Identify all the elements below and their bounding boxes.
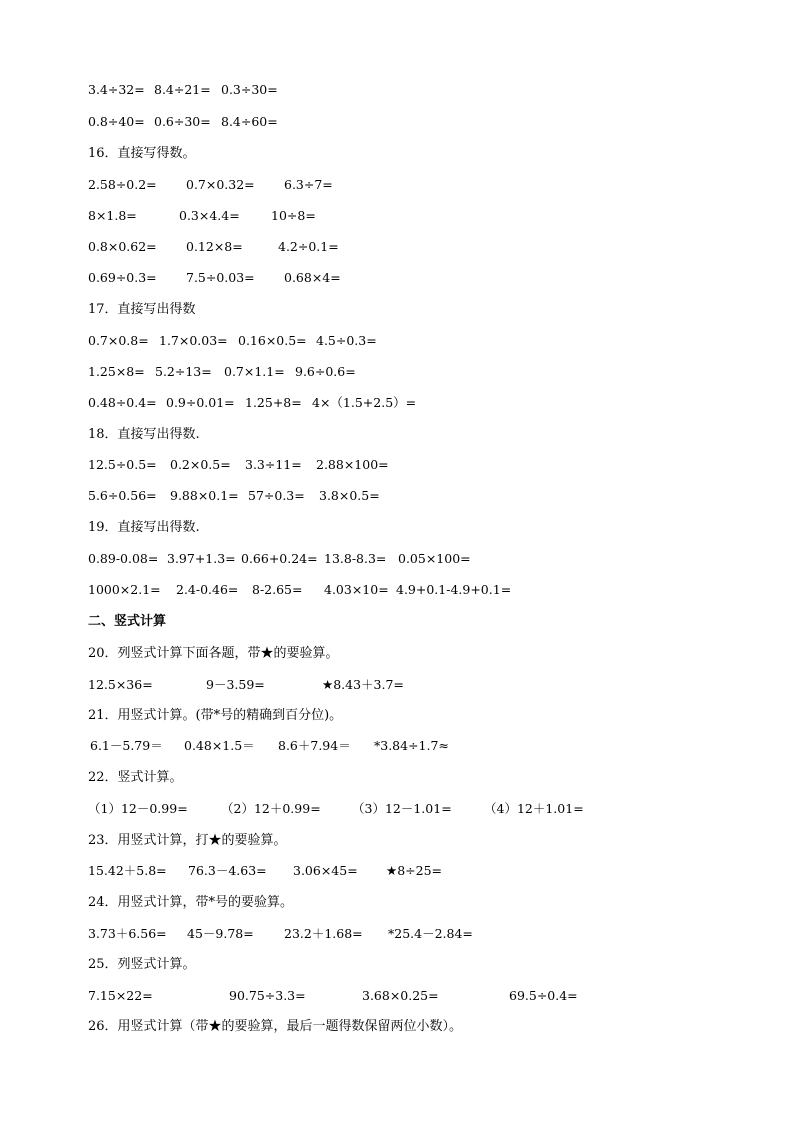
expression: 0.69÷0.3= — [88, 270, 157, 285]
expression: 10÷8= — [271, 208, 316, 223]
expression: 9－3.59= — [206, 677, 265, 692]
expression: 8×1.8= — [88, 208, 137, 223]
question-heading: 23．用竖式计算，打★的要验算。 — [88, 833, 287, 848]
expression: 5.2÷13= — [155, 364, 212, 379]
expression: 23.2＋1.68= — [284, 926, 363, 941]
expression: 3.97+1.3= — [167, 551, 236, 566]
expression: 4.2÷0.1= — [278, 239, 339, 254]
expression: 3.4÷32= — [88, 82, 145, 97]
expression: 4.9+0.1-4.9+0.1= — [396, 582, 512, 597]
question-heading: 24．用竖式计算，带*号的要验算。 — [88, 895, 294, 910]
expression: （2）12＋0.99= — [221, 801, 321, 816]
expression: 0.05×100= — [398, 551, 471, 566]
expression: 69.5÷0.4= — [509, 988, 578, 1003]
question-heading: 16．直接写得数。 — [88, 146, 196, 161]
expression: 8.6＋7.94＝ — [278, 738, 351, 753]
expression: *25.4－2.84= — [388, 926, 473, 941]
expression: 12.5×36= — [88, 677, 153, 692]
expression: 4×（1.5+2.5）= — [312, 395, 417, 410]
expression: 7.5÷0.03= — [186, 270, 255, 285]
expression: 0.89-0.08= — [88, 551, 159, 566]
expression: 0.7×0.8= — [88, 333, 149, 348]
expression: 3.06×45= — [293, 863, 358, 878]
expression: 0.9÷0.01= — [166, 395, 235, 410]
expression: 8.4÷60= — [221, 114, 278, 129]
question-heading: 21．用竖式计算。(带*号的精确到百分位)。 — [88, 708, 343, 723]
expression: 0.6÷30= — [154, 114, 211, 129]
expression: （3）12－1.01= — [352, 801, 452, 816]
expression: ★8÷25= — [386, 863, 443, 878]
expression: 6.3÷7= — [284, 177, 333, 192]
expression: 90.75÷3.3= — [229, 988, 306, 1003]
expression: 9.6÷0.6= — [295, 364, 356, 379]
expression: 0.3×4.4= — [179, 208, 240, 223]
question-heading: 26．用竖式计算（带★的要验算，最后一题得数保留两位小数）。 — [88, 1019, 463, 1034]
expression: （4）12＋1.01= — [484, 801, 584, 816]
expression: 4.5÷0.3= — [316, 333, 377, 348]
question-heading: 17．直接写出得数 — [88, 302, 196, 317]
expression: 15.42＋5.8= — [88, 863, 167, 878]
expression: 1.25+8= — [245, 395, 302, 410]
expression: 0.2×0.5= — [170, 457, 231, 472]
expression: 0.7×1.1= — [224, 364, 285, 379]
expression: 8-2.65= — [252, 582, 303, 597]
expression: 0.8÷40= — [88, 114, 145, 129]
expression: 12.5÷0.5= — [88, 457, 157, 472]
expression: 1000×2.1= — [88, 582, 161, 597]
question-heading: 22．竖式计算。 — [88, 770, 183, 785]
question-heading: 18．直接写出得数. — [88, 427, 200, 442]
expression: 7.15×22= — [88, 988, 153, 1003]
expression: 5.6÷0.56= — [88, 488, 157, 503]
expression: 0.8×0.62= — [88, 239, 157, 254]
expression: 0.7×0.32= — [186, 177, 255, 192]
expression: 0.48÷0.4= — [88, 395, 157, 410]
expression: 3.73＋6.56= — [88, 926, 167, 941]
expression: （1）12－0.99= — [88, 801, 188, 816]
expression: 2.58÷0.2= — [88, 177, 157, 192]
expression: 0.3÷30= — [221, 82, 278, 97]
expression: 0.66+0.24= — [241, 551, 318, 566]
expression: 3.68×0.25= — [362, 988, 439, 1003]
question-heading: 19．直接写出得数. — [88, 520, 200, 535]
expression: ★8.43＋3.7= — [322, 677, 404, 692]
question-heading: 20．列竖式计算下面各题，带★的要验算。 — [88, 646, 339, 661]
expression: 45－9.78= — [187, 926, 254, 941]
expression: 2.88×100= — [316, 457, 389, 472]
expression: 0.12×8= — [186, 239, 243, 254]
section-title: 二、竖式计算 — [88, 614, 167, 629]
expression: 57÷0.3= — [248, 488, 305, 503]
expression: 2.4-0.46= — [176, 582, 239, 597]
expression: 1.7×0.03= — [159, 333, 228, 348]
expression: 3.3÷11= — [245, 457, 302, 472]
expression: 1.25×8= — [88, 364, 145, 379]
expression: 8.4÷21= — [154, 82, 211, 97]
expression: *3.84÷1.7≈ — [374, 738, 449, 753]
expression: 9.88×0.1= — [170, 488, 239, 503]
expression: 4.03×10= — [324, 582, 389, 597]
expression: 3.8×0.5= — [319, 488, 380, 503]
expression: 0.48×1.5＝ — [184, 738, 255, 753]
expression: 0.16×0.5= — [238, 333, 307, 348]
expression: 6.1－5.79＝ — [90, 738, 163, 753]
question-heading: 25．列竖式计算。 — [88, 957, 196, 972]
expression: 0.68×4= — [284, 270, 341, 285]
expression: 76.3－4.63= — [188, 863, 267, 878]
expression: 13.8-8.3= — [324, 551, 387, 566]
